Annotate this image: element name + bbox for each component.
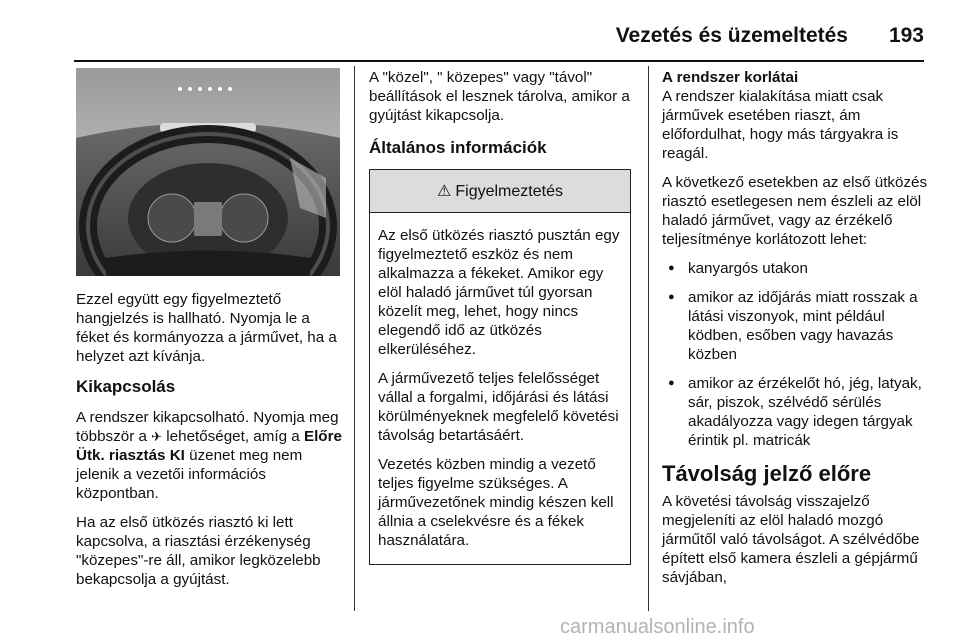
header-title: Vezetés és üzemeltetés xyxy=(615,24,848,47)
warning-triangle-icon: ⚠ xyxy=(437,182,452,200)
list-item: ● amikor az időjárás miatt rosszak a látási viszonyok, mint például ködben, esőben vagy havazás közben xyxy=(662,288,932,364)
warning-title: Figyelmeztetés xyxy=(455,182,563,200)
warning-box xyxy=(369,169,631,565)
limits-paragraph-1: A rendszer kialakítása miatt csak járművek esetében riaszt, ám előfordulhat, hogy más tárgyakra is reagál. xyxy=(662,88,899,162)
hud-illustration-svg xyxy=(76,68,340,276)
list-item: ● amikor az érzékelőt hó, jég, latyak, sár, piszok, szélvédő sérülés akadályozza vagy idegen tárgyak érintik pl. matricák xyxy=(662,374,932,450)
warning-paragraph-2: A járművezető teljes felelősséget vállal a forgalmi, időjárási és látási körülményeknek megfelelő követési távolság betartásáért. xyxy=(378,370,619,444)
header-rule xyxy=(74,60,924,62)
right-column xyxy=(662,68,932,597)
kikapcsolas-text-c: üzenet meg nem jelenik a vezetői információs központban. xyxy=(76,447,303,502)
warning-paragraph-3: Vezetés közben mindig a vezető teljes figyelme szükséges. A járművezetőnek mindig készen kell állnia a cselekvésre és a fékek használatára. xyxy=(378,456,614,549)
kikapcsolas-paragraph xyxy=(76,408,342,503)
heading-kikapcsolas: Kikapcsolás xyxy=(76,377,176,396)
left-column xyxy=(76,290,342,599)
page-number: 193 xyxy=(888,24,924,47)
heading-tavolsag: Távolság jelző előre xyxy=(662,461,872,486)
column-divider-2 xyxy=(648,66,649,611)
stored-settings-paragraph: A "közel", " közepes" vagy "távol" beállítások el lesznek tárolva, amikor a gyújtást kikapcsolja. xyxy=(369,69,630,124)
distance-paragraph: A követési távolság visszajelző megjeleníti az elöl haladó mozgó járműtől való távolságot. A szélvédőbe épített első kamera észleli a gépjármű sávjában, xyxy=(662,493,920,586)
middle-column xyxy=(369,68,631,575)
hud-illustration xyxy=(76,68,340,276)
list-item: ● kanyargós utakon xyxy=(662,259,932,278)
kikapcsolas-text-a: A rendszer kikapcsolható. Nyomja meg többször a xyxy=(76,409,339,445)
heading-korlatai: A rendszer korlátai xyxy=(662,69,799,86)
limits-paragraph-2: A következő esetekben az első ütközés riasztó esetlegesen nem észleli az elöl haladó járművet, vagy az érzékelő teljesítménye korlátozott lehet: xyxy=(662,174,928,248)
column-divider-1 xyxy=(354,66,355,611)
figure-caption-text: Ezzel együtt egy figyelmeztető hangjelzés is hallható. Nyomja le a féket és kormányozza a járművet, ha a helyzet azt kívánja. xyxy=(76,291,337,365)
watermark: carmanualsonline.info xyxy=(560,616,755,638)
limits-list xyxy=(662,259,932,450)
kikapcsolas-text-b: lehetőséget, amíg a xyxy=(166,428,300,445)
heading-altalanos: Általános információk xyxy=(369,138,547,157)
warning-body xyxy=(370,213,630,564)
warning-paragraph-1: Az első ütközés riasztó pusztán egy figyelmeztető eszköz és nem alkalmazza a fékeket. Amikor egy elöl haladó járművet túl gyorsan közelít meg, lehet, hogy nincs elegendő idő az ütközés elkerüléséhez. xyxy=(378,227,620,358)
sensitivity-paragraph: Ha az első ütközés riasztó ki lett kapcsolva, a riasztási érzékenység "közepes"-re áll, amikor legközelebb bekapcsolja a gyújtást. xyxy=(76,514,321,588)
message-text-bold: Előre Ütk. riasztás KI xyxy=(76,428,342,464)
steering-control-icon: ✈ xyxy=(151,429,163,444)
page-header xyxy=(0,0,960,62)
warning-header xyxy=(370,170,630,213)
